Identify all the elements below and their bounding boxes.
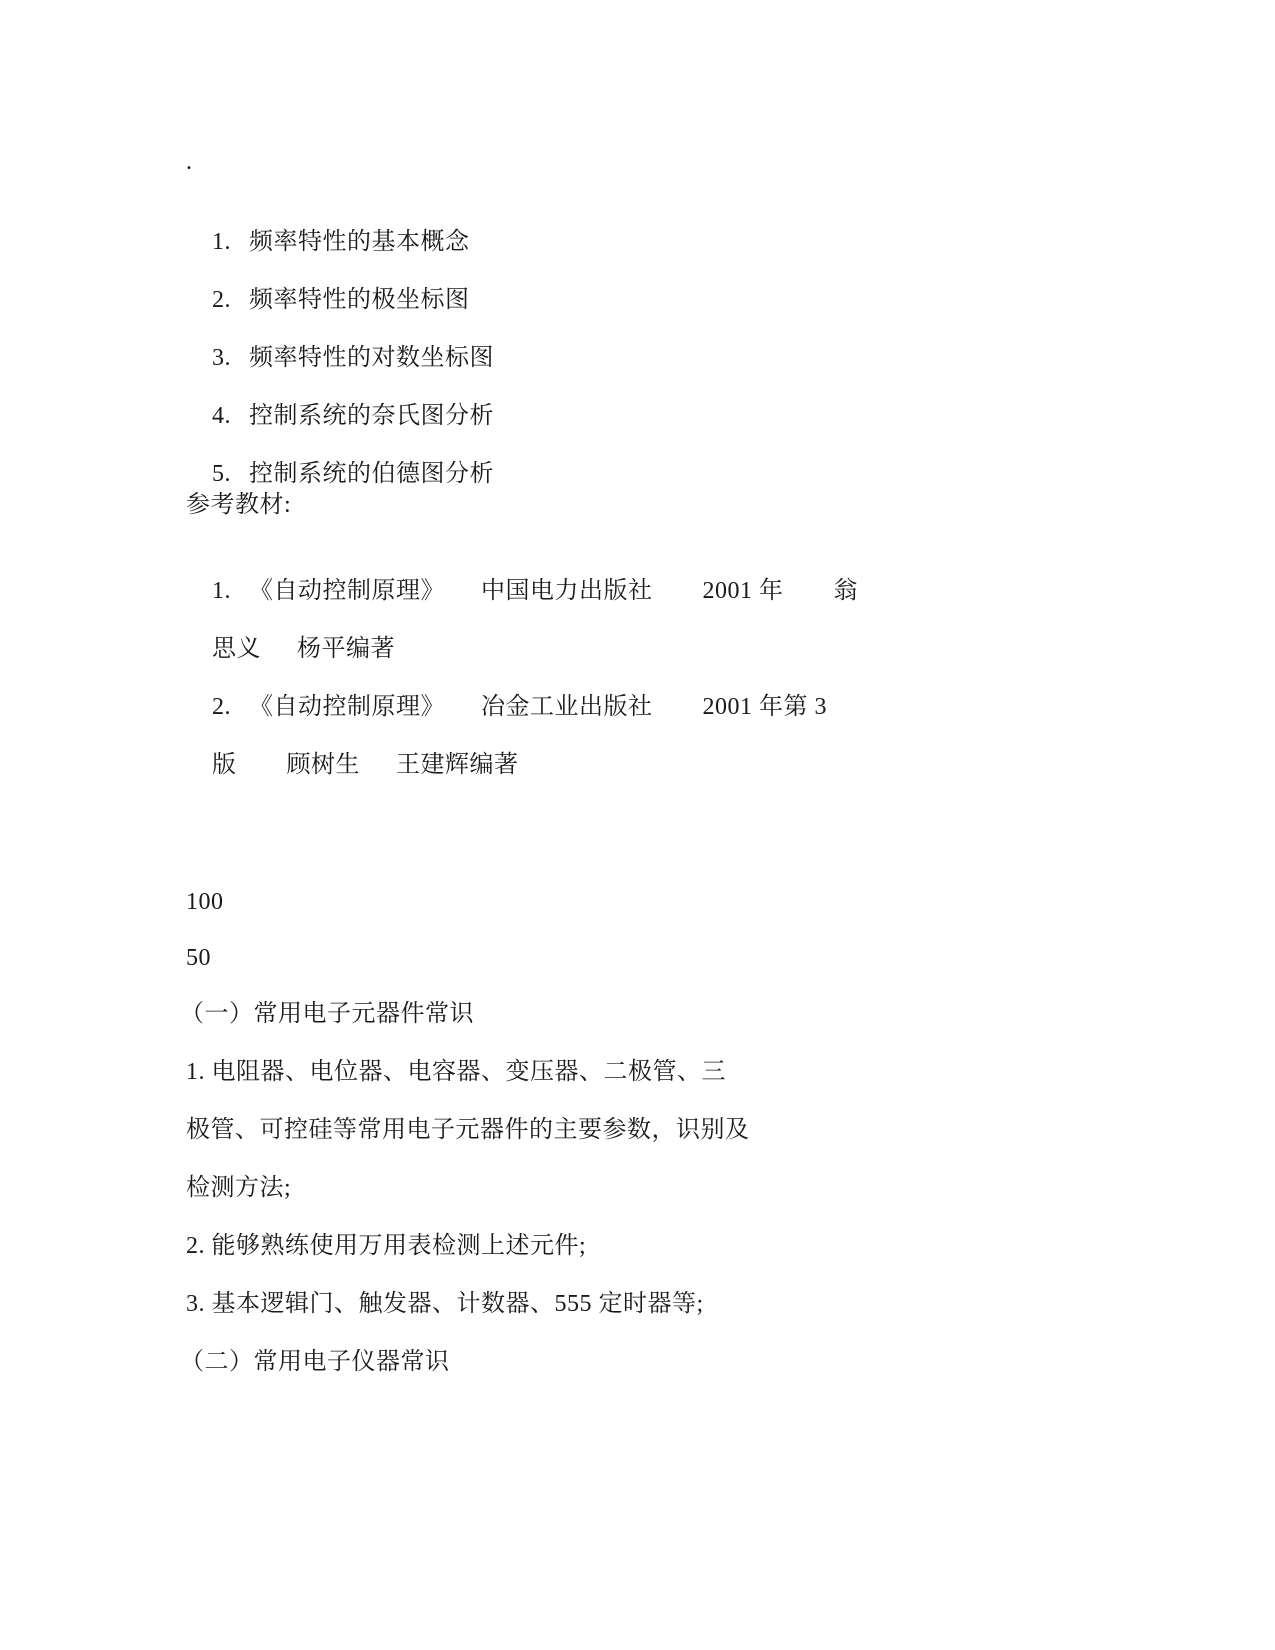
section-heading: （一）常用电子元器件常识 <box>180 1001 474 1027</box>
topic-text: 控制系统的伯德图分析 <box>249 461 494 487</box>
reference-year: 2001 年 <box>702 578 784 604</box>
section-heading: （二）常用电子仪器常识 <box>180 1349 450 1375</box>
reference-author: 翁 <box>833 578 858 604</box>
reference-number: 1. <box>212 578 231 604</box>
reference-author: 杨平编著 <box>297 636 395 662</box>
topic-text: 频率特性的对数坐标图 <box>249 345 494 371</box>
section-item: 极管、可控硅等常用电子元器件的主要参数，识别及 <box>186 1117 750 1143</box>
reference-continuation <box>186 723 519 807</box>
score-total: 100 <box>186 889 224 915</box>
reference-publisher: 冶金工业出版社 <box>481 694 653 720</box>
reference-author: 王建辉编著 <box>396 752 519 778</box>
reference-year: 2001 年第 3 <box>702 694 827 720</box>
section-item: 3. 基本逻辑门、触发器、计数器、555 定时器等; <box>186 1291 704 1317</box>
stray-dot: . <box>186 149 193 175</box>
score-part: 50 <box>186 945 211 971</box>
reference-author: 顾树生 <box>286 752 360 778</box>
references-heading: 参考教材: <box>186 492 292 518</box>
reference-title: 《自动控制原理》 <box>249 578 445 604</box>
section-item: 2. 能够熟练使用万用表检测上述元件; <box>186 1233 587 1259</box>
section-item: 检测方法; <box>186 1175 292 1201</box>
reference-publisher: 中国电力出版社 <box>481 578 653 604</box>
topic-number: 5. <box>212 461 231 487</box>
topic-number: 3. <box>212 345 231 371</box>
topic-number: 2. <box>212 287 231 313</box>
topic-number: 4. <box>212 403 231 429</box>
reference-number: 2. <box>212 694 231 720</box>
reference-title: 《自动控制原理》 <box>249 694 445 720</box>
topic-text: 频率特性的基本概念 <box>249 229 470 255</box>
reference-edition: 版 <box>212 752 237 778</box>
topic-text: 频率特性的极坐标图 <box>249 287 470 313</box>
topic-text: 控制系统的奈氏图分析 <box>249 403 494 429</box>
topic-number: 1. <box>212 229 231 255</box>
reference-author: 思义 <box>212 636 261 662</box>
section-item: 1. 电阻器、电位器、电容器、变压器、二极管、三 <box>186 1059 726 1085</box>
